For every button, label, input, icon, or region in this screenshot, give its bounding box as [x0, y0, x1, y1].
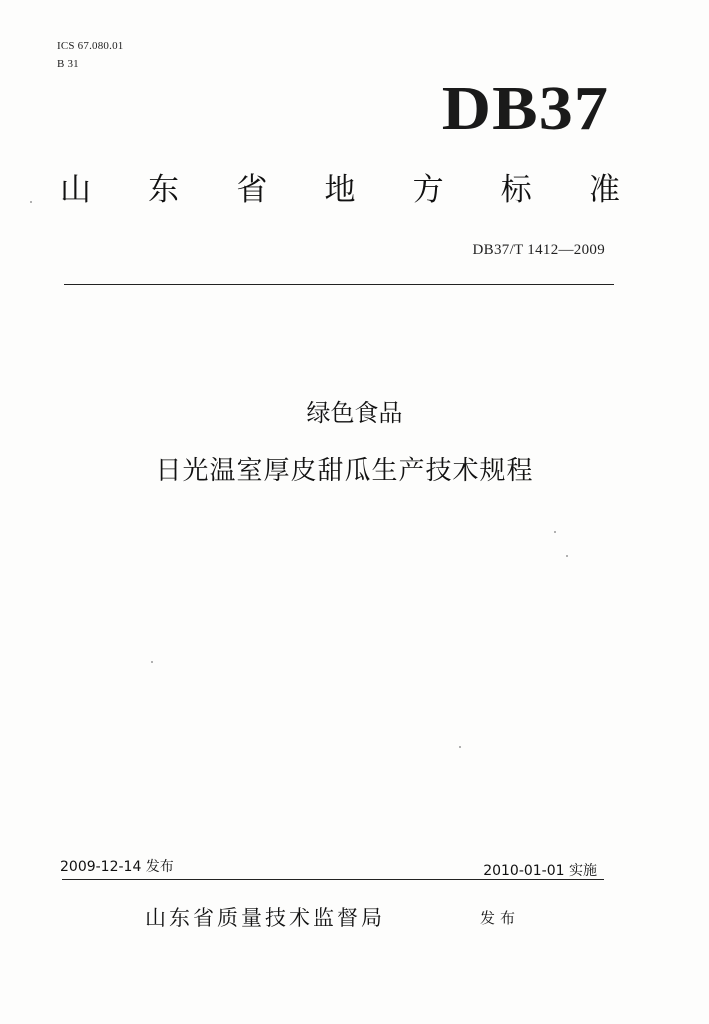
document-title-line-1: 绿色食品 [306, 399, 403, 427]
standard-title-char: 方 [412, 172, 444, 208]
standard-title-char: 地 [324, 172, 356, 208]
standard-title-char: 标 [500, 172, 532, 208]
publisher-name: 山东省质量技术监督局 [145, 906, 385, 930]
publish-label: 发布 [480, 909, 521, 927]
db37-logo: DB37 [441, 75, 609, 143]
implementation-date: 2010-01-01 实施 [483, 863, 597, 879]
standard-code: DB37/T 1412—2009 [472, 242, 605, 258]
standard-title-char: 准 [588, 172, 620, 208]
issue-date: 2009-12-14 发布 [60, 859, 174, 875]
scan-speck [554, 531, 556, 533]
scan-speck [566, 555, 568, 557]
document-title-line-2: 日光温室厚皮甜瓜生产技术规程 [155, 456, 534, 486]
scan-speck [30, 201, 32, 203]
standard-title-char: 山 [60, 172, 91, 208]
scan-speck [459, 746, 461, 748]
bottom-divider [62, 879, 604, 880]
ccs-code: B 31 [57, 58, 79, 70]
standard-title-char: 东 [148, 172, 180, 208]
standard-title-char: 省 [236, 172, 268, 208]
top-divider [64, 284, 614, 285]
ics-code: ICS 67.080.01 [57, 40, 124, 52]
standard-type-title [60, 172, 620, 208]
scan-speck [151, 661, 153, 663]
